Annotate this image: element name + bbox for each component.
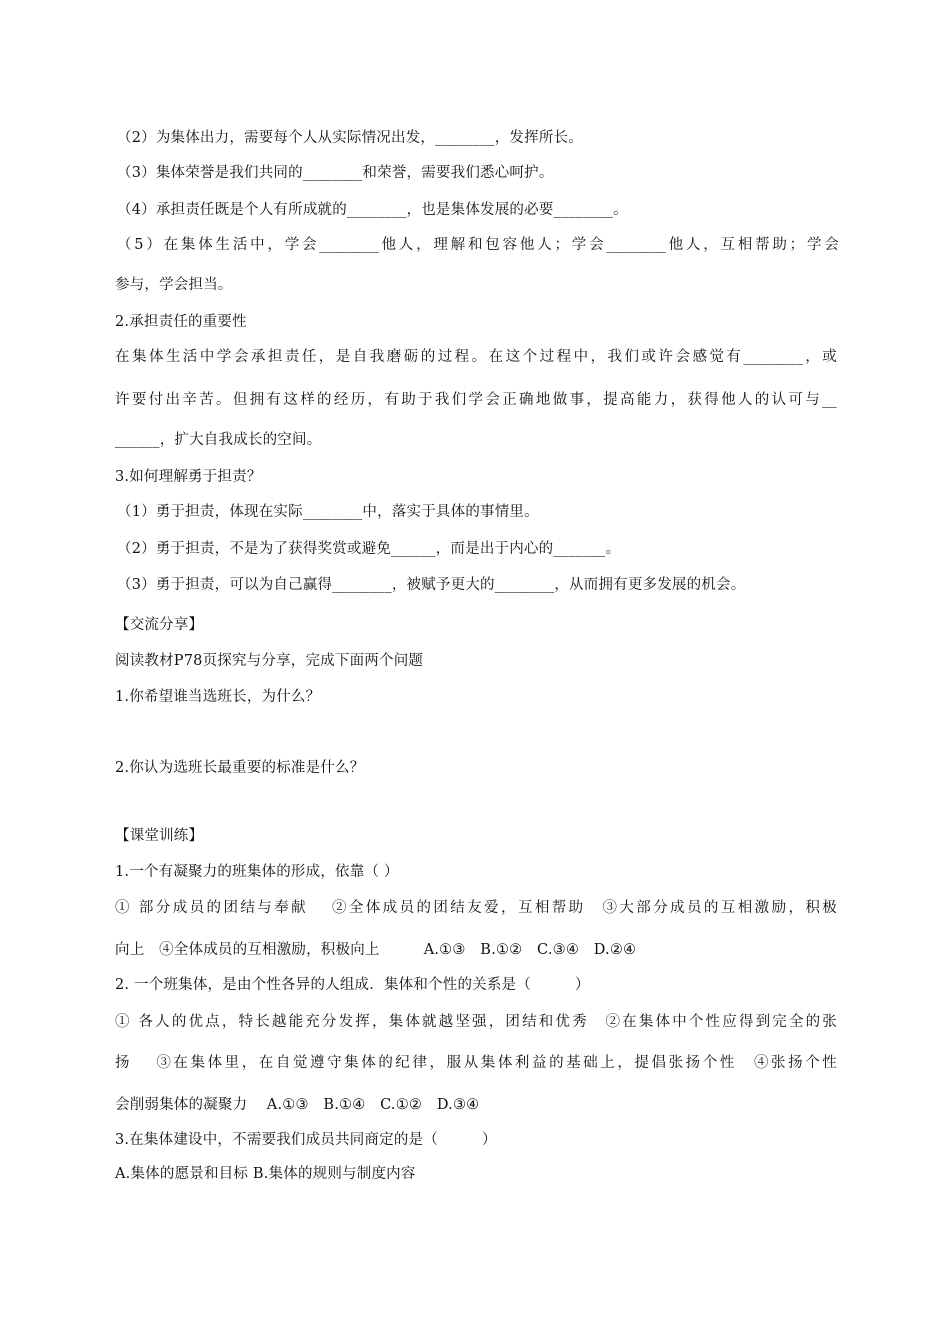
- text-line-13: （3）勇于担责，可以为自己赢得________，被赋予更大的________，从而拥有更多发展的机会。: [117, 577, 746, 593]
- text-line-5: 参与，学会担当。: [115, 277, 233, 293]
- text-line-3: （4）承担责任既是个人有所成就的________，也是集体发展的必要________。: [117, 202, 628, 218]
- section-heading-share: 【交流分享】: [115, 617, 204, 633]
- text-line-12: （2）勇于担责，不是为了获得奖赏或避免______，而是出于内心的_______。: [117, 541, 621, 557]
- exercise-2-options: ① 各人的优点，特长越能充分发挥，集体就越坚强，团结和优秀 ②在集体中个性应得到完全的张: [115, 1014, 837, 1030]
- text-line-4: （5）在集体生活中，学会________他人，理解和包容他人；学会________他人，互相帮助；学会: [117, 237, 839, 253]
- question-1: 1.你希望谁当选班长，为什么？: [115, 689, 321, 705]
- section-heading-training: 【课堂训练】: [115, 828, 204, 844]
- text-line-2: （3）集体荣誉是我们共同的________和荣誉，需要我们悉心呵护。: [117, 165, 554, 181]
- exercise-1-options: ① 部分成员的团结与奉献 ②全体成员的团结友爱，互相帮助 ③大部分成员的互相激励，积极: [115, 900, 837, 916]
- exercise-3: 3.在集体建设中，不需要我们成员共同商定的是（ ）: [115, 1132, 497, 1148]
- text-line-1: （2）为集体出力，需要每个人从实际情况出发，________，发挥所长。: [117, 130, 583, 146]
- text-line-15: 阅读教材P78页探究与分享，完成下面两个问题: [115, 653, 424, 669]
- text-line-11: （1）勇于担责，体现在实际________中，落实于具体的事情里。: [117, 504, 539, 520]
- section-heading-3: 3.如何理解勇于担责？: [115, 469, 262, 485]
- exercise-1: 1.一个有凝聚力的班集体的形成，依靠（ ）: [115, 864, 399, 880]
- exercise-2-options-cont: 扬 ③在集体里，在自觉遵守集体的纪律，服从集体利益的基础上，提倡张扬个性 ④张扬个性: [115, 1055, 837, 1071]
- exercise-3-options: A.集体的愿景和目标 B.集体的规则与制度内容: [115, 1166, 416, 1182]
- section-heading-2: 2.承担责任的重要性: [115, 314, 247, 330]
- exercise-1-answers: 向上 ④全体成员的互相激励，积极向上 A.①③ B.①② C.③④ D.②④: [115, 942, 637, 958]
- exercise-2-answers: 会削弱集体的凝聚力 A.①③ B.①④ C.①② D.③④: [115, 1097, 480, 1113]
- exercise-2: 2. 一个班集体，是由个性各异的人组成．集体和个性的关系是（ ）: [115, 977, 590, 993]
- text-line-8: 许要付出辛苦。但拥有这样的经历，有助于我们学会正确地做事，提高能力，获得他人的认可与__: [115, 392, 837, 408]
- text-line-9: ______，扩大自我成长的空间。: [115, 432, 322, 448]
- question-2: 2.你认为选班长最重要的标准是什么？: [115, 760, 365, 776]
- text-line-7: 在集体生活中学会承担责任，是自我磨砺的过程。在这个过程中，我们或许会感觉有________，或: [115, 349, 837, 365]
